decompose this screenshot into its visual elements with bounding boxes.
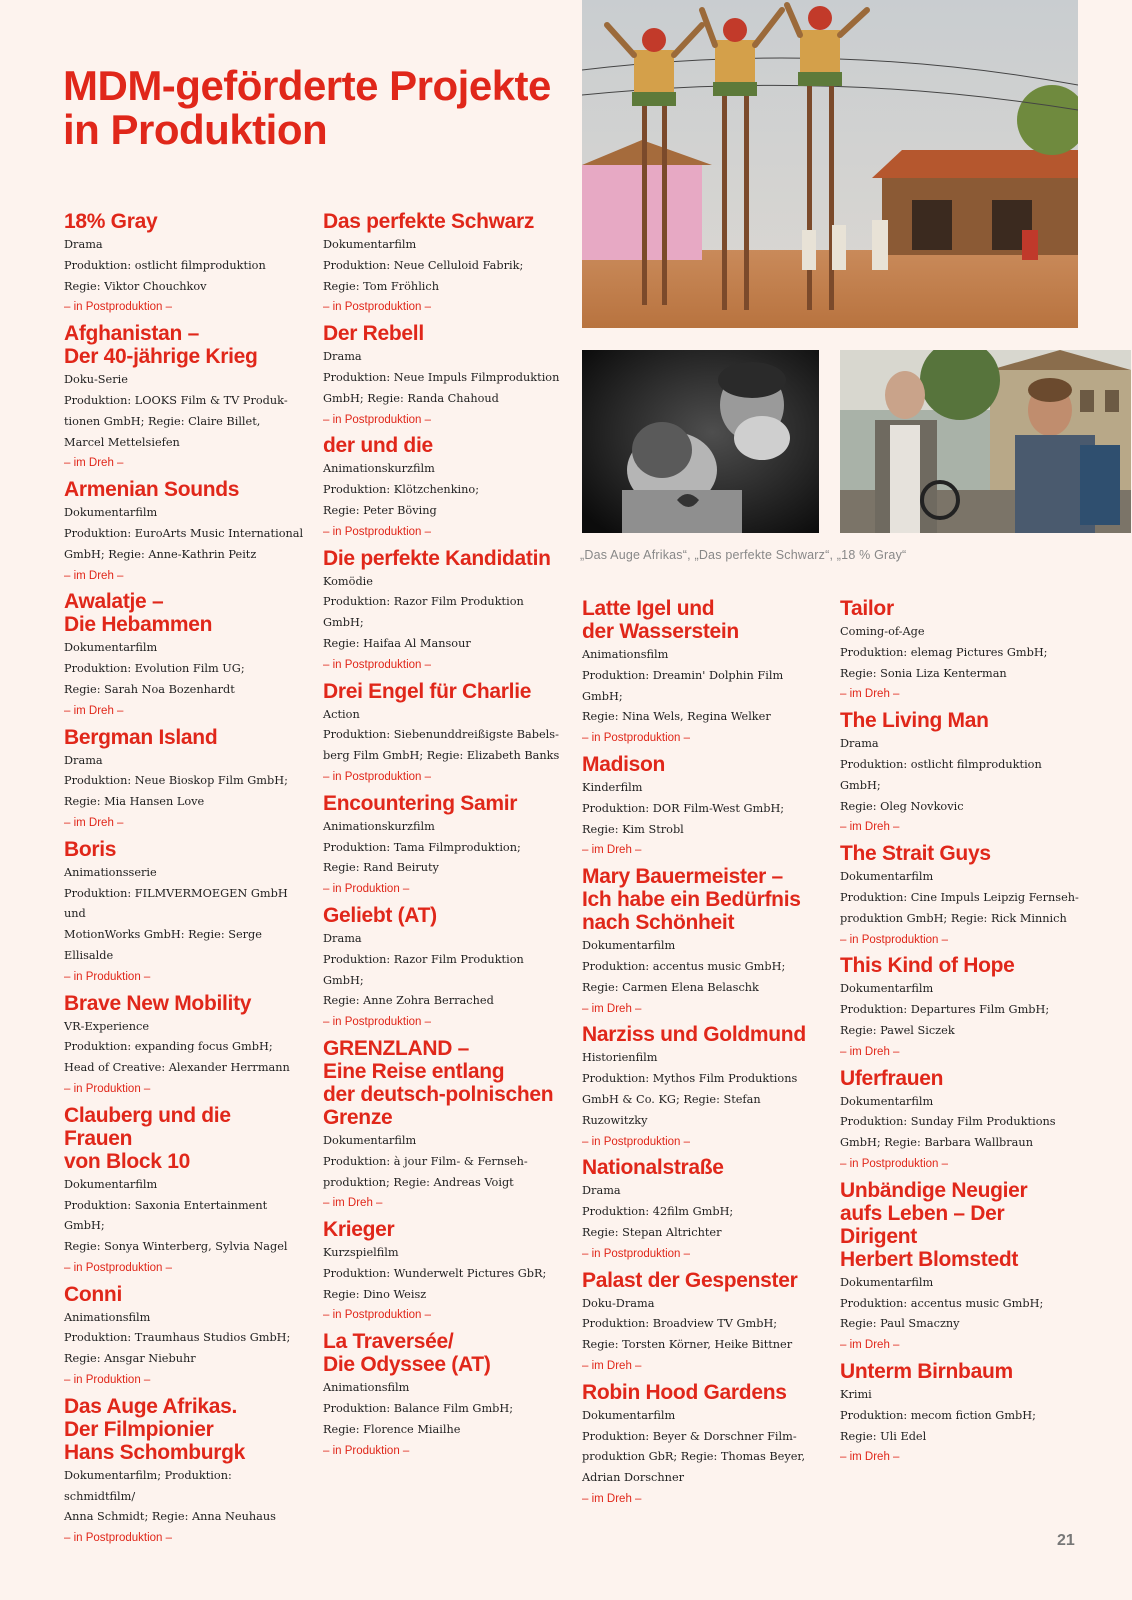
- project-genre: Drama: [323, 931, 362, 945]
- project-entry: [582, 1023, 822, 1152]
- project-entry: [840, 1360, 1080, 1468]
- project-genre: Dokumentarfilm: [840, 1275, 934, 1289]
- project-status: – in Postproduktion –: [323, 1016, 432, 1029]
- project-credits: Produktion: FILMVERMOEGEN GmbH und MotionWorks GmbH: Regie: Serge Ellisalde: [64, 886, 288, 962]
- project-entry: [64, 590, 304, 721]
- project-title: This Kind of Hope: [840, 954, 1015, 978]
- project-entry: [582, 1381, 822, 1510]
- project-title: Tailor: [840, 597, 894, 620]
- project-status: – im Dreh –: [582, 844, 642, 857]
- project-genre: Krimi: [840, 1387, 872, 1401]
- project-title: Unbändige Neugier aufs Leben – Der Dirigent Herbert Blomstedt: [840, 1178, 1028, 1271]
- project-credits: Produktion: EuroArts Music International GmbH; Regie: Anne-Kathrin Peitz: [64, 526, 304, 561]
- project-credits: Produktion: Sunday Film Produktions GmbH; Regie: Barbara Wallbraun: [840, 1115, 1056, 1150]
- project-entry: [64, 1395, 304, 1549]
- project-status: – im Dreh –: [64, 569, 124, 582]
- project-status: – in Produktion –: [323, 883, 410, 896]
- project-entry: [323, 434, 563, 542]
- project-entry: [582, 865, 822, 1019]
- project-genre: Animationskurzfilm: [323, 462, 435, 476]
- project-title: Afghanistan – Der 40-jährige Krieg: [64, 322, 258, 369]
- project-credits: Produktion: Neue Celluloid Fabrik; Regie: Tom Fröhlich: [323, 258, 524, 293]
- project-genre: Animationsfilm: [582, 648, 669, 661]
- project-credits: Produktion: à jour Film- & Fernseh- produktion; Regie: Andreas Voigt: [323, 1154, 528, 1189]
- project-genre: VR-Experience: [64, 1019, 150, 1033]
- project-title: Geliebt (AT): [323, 903, 437, 927]
- project-genre: Dokumentarfilm: [64, 641, 158, 655]
- project-credits: Produktion: Beyer & Dorschner Film- produktion GbR; Regie: Thomas Beyer, Adrian Dorschner: [582, 1429, 806, 1485]
- project-credits: Produktion: accentus music GmbH; Regie: Carmen Elena Belaschk: [582, 959, 786, 994]
- project-entry: [323, 547, 563, 676]
- project-credits: Produktion: Tama Filmproduktion; Regie: Rand Beiruty: [323, 840, 521, 875]
- project-genre: Dokumentarfilm: [840, 870, 934, 884]
- project-title: Die perfekte Kandidatin: [323, 546, 551, 570]
- project-credits: Produktion: Razor Film Produktion GmbH; Regie: Haifaa Al Mansour: [323, 595, 524, 650]
- project-title: Robin Hood Gardens: [582, 1380, 787, 1404]
- project-genre: Drama: [323, 350, 362, 364]
- project-status: – im Dreh –: [64, 457, 124, 470]
- project-entry: [323, 1218, 563, 1326]
- project-genre: Dokumentarfilm: [64, 506, 158, 520]
- project-title: 18% Gray: [64, 210, 158, 233]
- project-genre: Drama: [582, 1184, 621, 1198]
- project-title: Latte Igel und der Wasserstein: [582, 597, 739, 643]
- project-title: GRENZLAND – Eine Reise entlang der deutsch-polnischen Grenze: [323, 1036, 554, 1129]
- project-entry: [323, 322, 563, 430]
- project-title: der und die: [323, 434, 433, 458]
- project-status: – im Dreh –: [840, 821, 900, 834]
- project-title: La Traversée/ Die Odyssee (AT): [323, 1330, 491, 1377]
- project-entry: [840, 1179, 1080, 1356]
- project-entry: [64, 210, 304, 318]
- project-credits: Produktion: Klötzchenkino; Regie: Peter Böving: [323, 483, 480, 517]
- project-entry: [840, 1067, 1080, 1175]
- project-entry: [840, 597, 1080, 705]
- project-entry: [64, 992, 304, 1100]
- project-credits: Produktion: LOOKS Film & TV Produk- tionen GmbH; Regie: Claire Billet, Marcel Mettelsiefen: [64, 393, 288, 449]
- project-title: Nationalstraße: [582, 1156, 724, 1180]
- project-genre: Kinderfilm: [582, 780, 643, 794]
- project-title: Awalatje – Die Hebammen: [64, 590, 213, 637]
- project-status: – im Dreh –: [64, 704, 124, 717]
- project-title: Das perfekte Schwarz: [323, 210, 535, 233]
- project-status: – in Postproduktion –: [323, 1309, 432, 1322]
- project-title: Palast der Gespenster: [582, 1268, 798, 1292]
- project-credits: Produktion: expanding focus GmbH; Head of Creative: Alexander Herrmann: [64, 1040, 290, 1075]
- project-title: Drei Engel für Charlie: [323, 679, 532, 703]
- project-status: – in Postproduktion –: [323, 525, 432, 538]
- project-status: – im Dreh –: [582, 1359, 642, 1372]
- project-title: Brave New Mobility: [64, 991, 252, 1015]
- project-genre: Drama: [840, 737, 879, 751]
- project-credits: Produktion: Neue Bioskop Film GmbH; Regie: Mia Hansen Love: [64, 774, 288, 809]
- project-entry: [64, 1283, 304, 1391]
- project-status: – im Dreh –: [582, 1492, 642, 1505]
- project-credits: Produktion: DOR Film-West GmbH; Regie: Kim Strobl: [582, 801, 785, 836]
- project-title: Clauberg und die Frauen von Block 10: [64, 1103, 231, 1173]
- project-title: Boris: [64, 837, 117, 861]
- project-entry: [323, 904, 563, 1033]
- project-genre: Animationsfilm: [64, 1310, 151, 1324]
- project-genre: Animationsserie: [64, 865, 157, 879]
- project-status: – in Postproduktion –: [64, 1261, 173, 1274]
- project-genre: Dokumentarfilm: [840, 1094, 934, 1108]
- project-column-3: [582, 597, 822, 1514]
- project-status: – in Postproduktion –: [840, 933, 949, 946]
- project-genre: Dokumentarfilm: [64, 1177, 158, 1191]
- project-genre: Dokumentarfilm: [323, 1133, 417, 1147]
- project-status: – in Produktion –: [64, 970, 151, 983]
- project-status: – in Postproduktion –: [64, 301, 173, 314]
- project-status: – in Produktion –: [64, 1374, 151, 1387]
- project-title: Mary Bauermeister – Ich habe ein Bedürfnis nach Schönheit: [582, 865, 801, 935]
- project-genre: Historienfilm: [582, 1051, 658, 1065]
- project-entry: [64, 726, 304, 834]
- project-credits: Produktion: Razor Film Produktion GmbH; Regie: Anne Zohra Berrached: [323, 952, 524, 1008]
- project-credits: Produktion: Saxonia Entertainment GmbH; Regie: Sonya Winterberg, Sylvia Nagel: [64, 1198, 288, 1254]
- project-status: – in Postproduktion –: [323, 413, 432, 426]
- project-entry: [323, 1330, 563, 1461]
- project-genre: Doku-Drama: [582, 1296, 655, 1310]
- project-genre: Komödie: [323, 574, 373, 588]
- project-title: Armenian Sounds: [64, 478, 240, 502]
- project-title: Madison: [582, 752, 666, 776]
- project-entry: [840, 842, 1080, 950]
- project-title: Conni: [64, 1282, 122, 1306]
- project-status: – im Dreh –: [840, 1339, 900, 1352]
- project-title: Narziss und Goldmund: [582, 1023, 806, 1047]
- project-entry: [582, 753, 822, 861]
- project-column-4: [840, 597, 1080, 1472]
- project-status: – in Postproduktion –: [582, 1247, 691, 1260]
- project-credits: Produktion: Cine Impuls Leipzig Fernseh- produktion GmbH; Regie: Rick Minnich: [840, 890, 1079, 925]
- project-title: Unterm Birnbaum: [840, 1359, 1013, 1383]
- project-credits: Produktion: Siebenunddreißigste Babels- berg Film GmbH; Regie: Elizabeth Banks: [323, 728, 560, 763]
- project-status: – in Postproduktion –: [840, 1157, 949, 1170]
- project-column-1: [64, 210, 304, 1553]
- project-credits: Produktion: mecom fiction GmbH; Regie: Uli Edel: [840, 1408, 1036, 1443]
- project-entry: [840, 709, 1080, 838]
- project-status: – im Dreh –: [840, 1045, 900, 1058]
- project-credits: Produktion: Traumhaus Studios GmbH; Regie: Ansgar Niebuhr: [64, 1331, 291, 1366]
- project-genre: Dokumentarfilm: [840, 982, 934, 996]
- project-credits: Produktion: Dreamin' Dolphin Film GmbH; Regie: Nina Wels, Regina Welker: [582, 668, 784, 724]
- project-title: The Strait Guys: [840, 842, 991, 866]
- project-entry: [64, 1104, 304, 1279]
- project-entry: [64, 838, 304, 988]
- project-genre: Dokumentarfilm: [582, 939, 676, 953]
- project-entry: [582, 1269, 822, 1377]
- project-credits: Produktion: Wunderwelt Pictures GbR; Regie: Dino Weisz: [323, 1266, 547, 1301]
- project-status: – in Produktion –: [64, 1082, 151, 1095]
- project-genre: Kurzspielfilm: [323, 1246, 399, 1260]
- project-status: – in Produktion –: [323, 1444, 410, 1457]
- project-column-2: [323, 210, 563, 1465]
- project-status: – in Postproduktion –: [323, 301, 432, 314]
- project-credits: Produktion: elemag Pictures GmbH; Regie: Sonia Liza Kenterman: [840, 645, 1048, 680]
- project-status: – im Dreh –: [840, 1451, 900, 1464]
- project-entry: [323, 210, 563, 318]
- project-status: – in Postproduktion –: [323, 658, 432, 671]
- project-genre: Doku-Serie: [64, 373, 128, 387]
- page-number: 21: [1057, 1532, 1075, 1549]
- project-genre: Drama: [64, 238, 103, 251]
- project-credits: Produktion: ostlicht filmproduktion GmbH; Regie: Oleg Novkovic: [840, 757, 1042, 813]
- project-title: The Living Man: [840, 709, 989, 733]
- project-genre: Animationskurzfilm: [323, 819, 435, 833]
- project-entry: [323, 1037, 563, 1214]
- project-entry: [582, 597, 822, 749]
- project-entry: [840, 954, 1080, 1062]
- project-status: – im Dreh –: [840, 688, 900, 701]
- project-entry: [64, 322, 304, 474]
- project-genre: Drama: [64, 753, 103, 767]
- project-credits: Produktion: Evolution Film UG; Regie: Sarah Noa Bozenhardt: [64, 662, 245, 696]
- project-genre: Animationsfilm: [323, 1381, 410, 1395]
- project-status: – in Postproduktion –: [323, 770, 432, 783]
- project-credits: Produktion: Balance Film GmbH; Regie: Florence Miailhe: [323, 1402, 514, 1436]
- photo-caption: „Das Auge Afrikas“, „Das perfekte Schwarz“, „18 % Gray“: [580, 548, 907, 562]
- project-genre: Coming-of-Age: [840, 625, 925, 638]
- project-credits: Produktion: 42film GmbH; Regie: Stepan Altrichter: [582, 1205, 734, 1239]
- project-entry: [582, 1156, 822, 1264]
- project-title: Krieger: [323, 1218, 395, 1242]
- project-status: – in Postproduktion –: [64, 1532, 173, 1545]
- project-title: Uferfrauen: [840, 1066, 944, 1090]
- photo-tattoo-bw: [582, 350, 819, 533]
- project-credits: Produktion: Broadview TV GmbH; Regie: Torsten Körner, Heike Bittner: [582, 1317, 793, 1352]
- project-title: Encountering Samir: [323, 791, 518, 815]
- project-credits: Produktion: accentus music GmbH; Regie: Paul Smaczny: [840, 1296, 1044, 1331]
- project-credits: Produktion: Mythos Film Produktions GmbH & Co. KG; Regie: Stefan Ruzowitzky: [582, 1072, 798, 1127]
- photo-stilt-dancers: [582, 0, 1078, 328]
- project-credits: Produktion: Departures Film GmbH; Regie: Pawel Siczek: [840, 1003, 1050, 1037]
- project-status: – im Dreh –: [323, 1197, 383, 1210]
- project-status: – in Postproduktion –: [582, 1135, 691, 1148]
- project-status: – im Dreh –: [582, 1002, 642, 1015]
- project-entry: [323, 792, 563, 900]
- photo-two-men-street: [840, 350, 1131, 533]
- project-credits: Produktion: ostlicht filmproduktion Regie: Viktor Chouchkov: [64, 258, 266, 293]
- project-credits: Produktion: Neue Impuls Filmproduktion GmbH; Regie: Randa Chahoud: [323, 370, 560, 405]
- project-genre: Dokumentarfilm: [323, 238, 417, 251]
- project-status: – im Dreh –: [64, 816, 124, 829]
- project-title: Bergman Island: [64, 725, 218, 749]
- project-entry: [323, 680, 563, 788]
- project-credits: Dokumentarfilm; Produktion: schmidtfilm/ Anna Schmidt; Regie: Anna Neuhaus: [64, 1468, 276, 1524]
- project-genre: Dokumentarfilm: [582, 1408, 676, 1422]
- project-genre: Action: [323, 707, 360, 721]
- project-status: – in Postproduktion –: [582, 732, 691, 745]
- page-title: MDM-geförderte Projekte in Produktion: [63, 62, 551, 153]
- project-entry: [64, 478, 304, 586]
- project-title: Der Rebell: [323, 322, 424, 346]
- project-title: Das Auge Afrikas. Der Filmpionier Hans Schomburgk: [64, 1394, 246, 1464]
